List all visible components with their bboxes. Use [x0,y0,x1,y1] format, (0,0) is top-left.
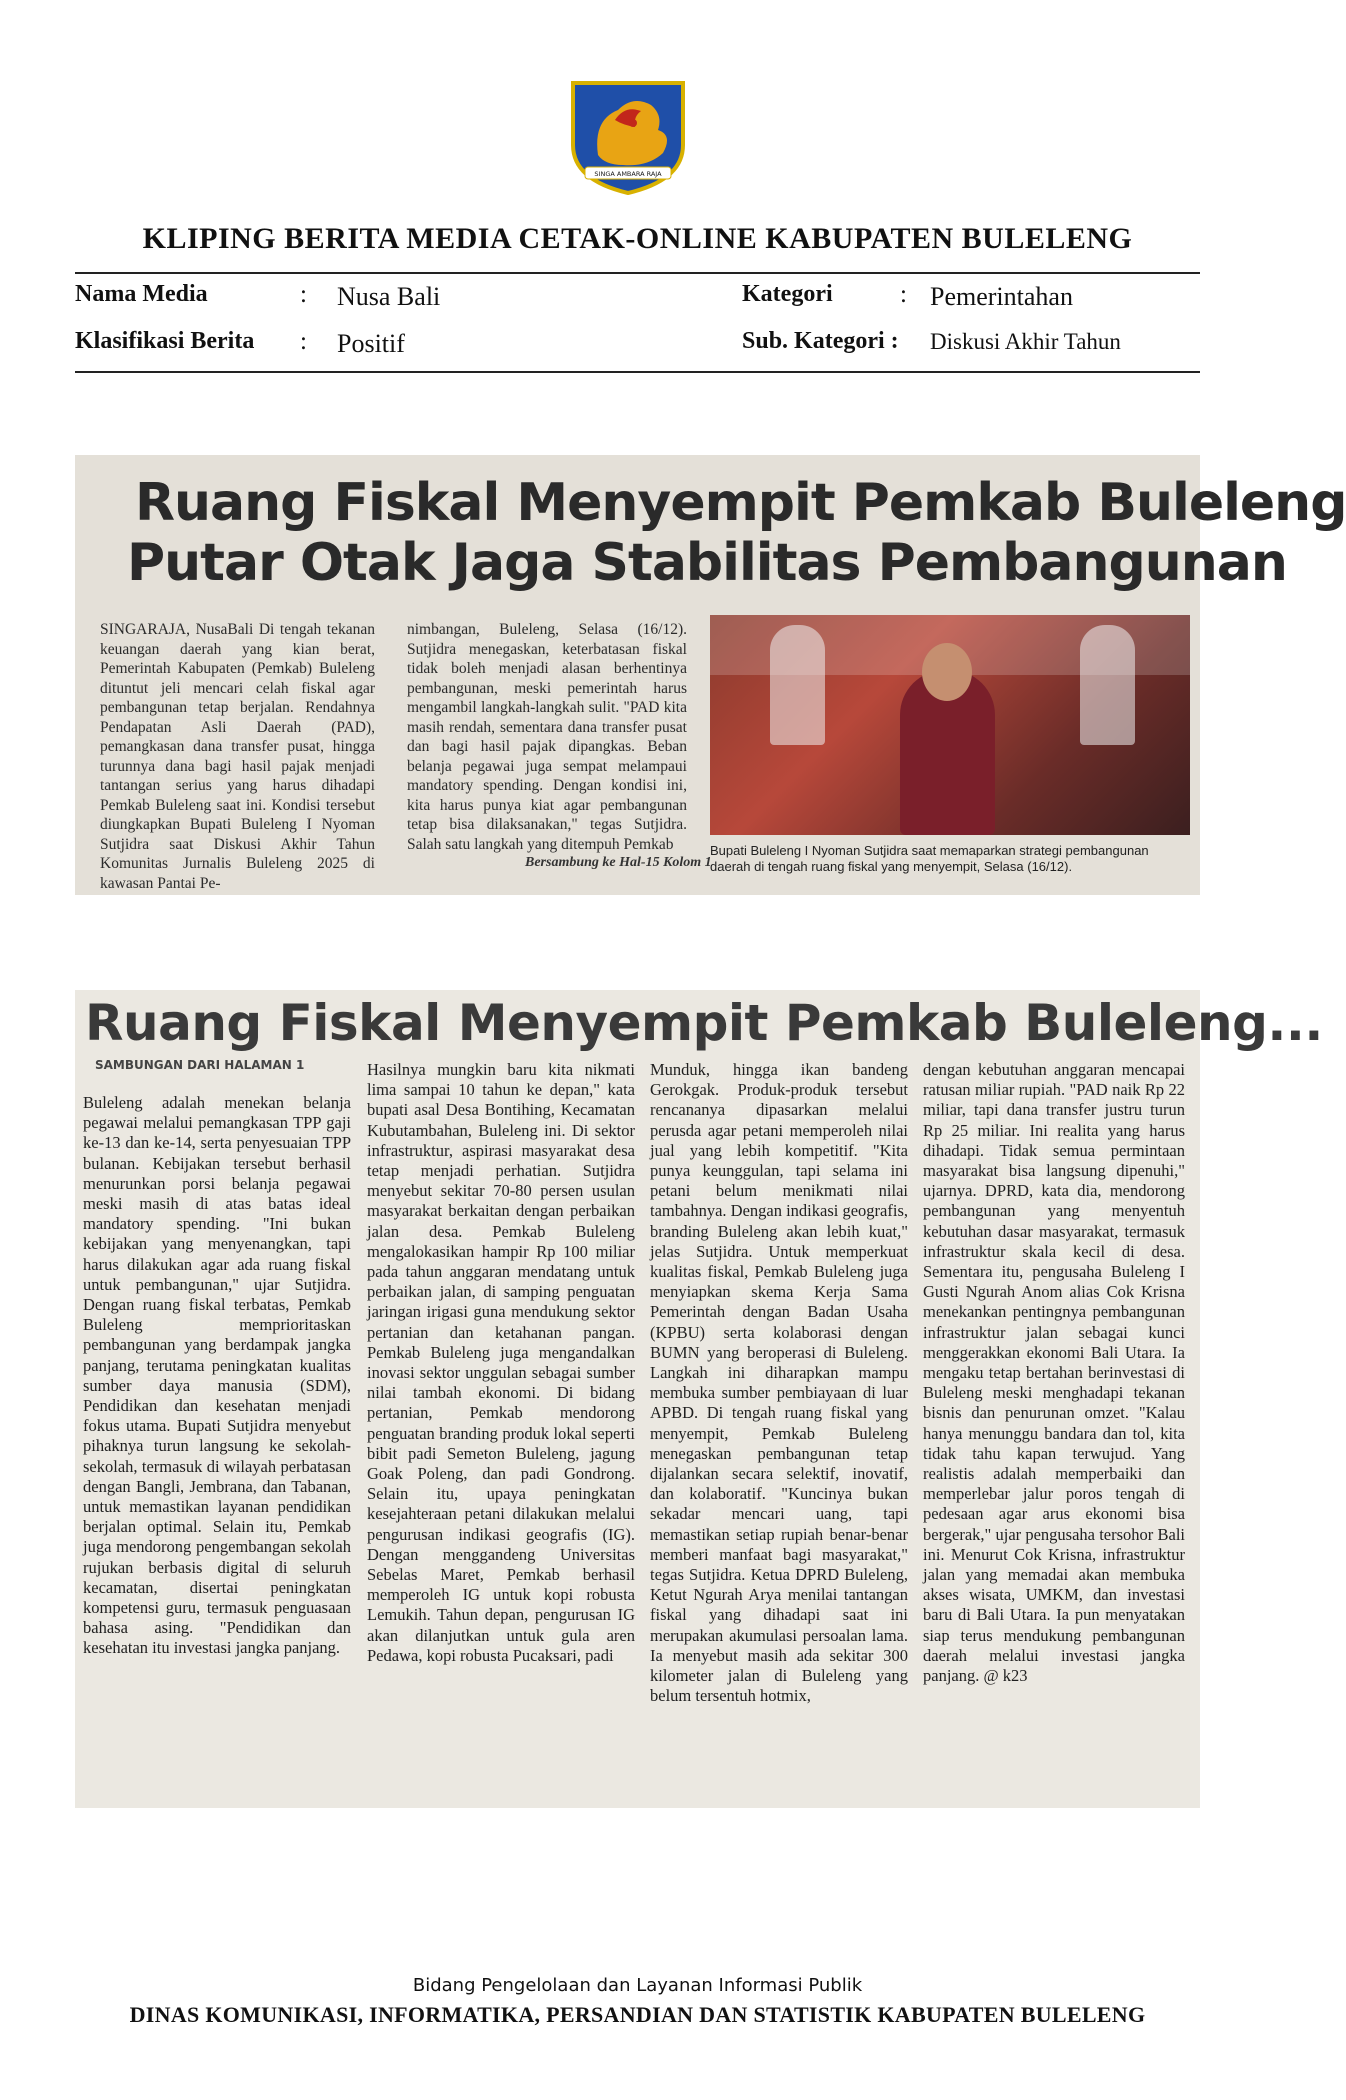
footer-department: Bidang Pengelolaan dan Layanan Informasi Publik [412,1975,863,1996]
clip1-column-2-text: nimbangan, Buleleng, Selasa (16/12). Sutjidra menegaskan, keterbatasan fiskal tidak boleh menjadi alasan berhentinya pembangunan, meski pemerintah harus mengambil langkah-langkah sulit. "PAD kita masih rendah, sementara dana transfer pusat dan bagi hasil pajak dipangkas. Beban belanja pegawai juga sempat melampaui mandatory spending. Dengan kondisi ini, kita harus punya kiat agar pembangunan tetap bisa dilaksanakan," tegas Sutjidra. Salah satu langkah yang ditempuh Pemkab [407,621,687,853]
clip2-continuation-label: SAMBUNGAN DARI HALAMAN 1 [95,1058,305,1072]
regency-crest-logo [563,75,693,195]
category-label: Kategori [742,281,833,307]
clip2-column-1 [83,1093,351,1659]
clip1-column-2 [407,620,687,854]
divider-bottom [75,371,1200,373]
divider-top [75,272,1200,274]
clip2-headline: Ruang Fiskal Menyempit Pemkab Buleleng... [85,994,1323,1052]
clip1-continued-note: Bersambung ke Hal-15 Kolom 1 [525,855,712,870]
clip1-headline-line2: Putar Otak Jaga Stabilitas Pembangunan [127,533,1287,593]
clip1-column-1-text: SINGARAJA, NusaBali Di tengah tekanan keuangan daerah yang kian berat, Pemerintah Kabupaten (Pemkab) Buleleng dituntut jeli mencari celah fiskal agar pembangunan tetap berjalan. Rendahnya Pendapatan Asli Daerah (PAD), pemangkasan dana transfer pusat, hingga turunnya dana bagi hasil pajak menjadi tantangan serius yang harus dihadapi Pemkab Buleleng saat ini. Kondisi tersebut diungkapkan Bupati Buleleng I Nyoman Sutjidra saat Diskusi Akhir Tahun Komunitas Jurnalis Buleleng 2025 di kawasan Pantai Pe- [100,621,375,892]
clip1-headline-line1: Ruang Fiskal Menyempit Pemkab Buleleng [135,473,1346,533]
classification-value: Positif [337,329,405,358]
clip2-column-4 [923,1060,1185,1686]
clip2-column-1-text: Buleleng adalah menekan belanja pegawai melalui pemangkasan TPP gaji ke-13 dan ke-14, serta penyesuaian TPP bulanan. Kebijakan tersebut berhasil menurunkan porsi belanja pegawai meski masih di atas batas ideal mandatory spending. "Ini bukan kebijakan yang menyenangkan, tapi harus dilakukan agar ada ruang fiskal untuk pembangunan," ujar Sutjidra. Dengan ruang fiskal terbatas, Pemkab Buleleng memprioritaskan pembangunan yang berdampak jangka panjang, terutama peningkatan kualitas sumber daya manusia (SDM), Pendidikan dan kesehatan menjadi fokus utama. Bupati Sutjidra menyebut pihaknya turun langsung ke sekolah-sekolah, termasuk di wilayah perbatasan dengan Bangli, Jembrana, dan Tabanan, untuk memastikan layanan pendidikan berjalan optimal. Selain itu, Pemkab juga mendorong pengembangan sekolah rujukan berbasis digital di seluruh kecamatan, disertai peningkatan kompetensi guru, termasuk penguasaan bahasa asing. "Pendidikan dan kesehatan itu investasi jangka panjang. [83,1093,351,1658]
media-label: Nama Media [75,281,208,307]
news-clipping-front-page [75,455,1346,895]
media-colon: : [300,281,307,308]
page-title: KLIPING BERITA MEDIA CETAK-ONLINE KABUPATEN BULELENG [142,222,1133,255]
category-colon: : [900,281,907,308]
clip2-column-2-text: Hasilnya mungkin baru kita nikmati lima sampai 10 tahun ke depan," kata bupati asal Desa Bontihing, Kecamatan Kubutambahan, Buleleng ini. Di sektor infrastruktur, aspirasi masyarakat desa tetap menjadi perhatian. Sutjidra menyebut sekitar 70-80 persen usulan masyarakat berkaitan dengan perbaikan jalan desa. Pemkab Buleleng mengalokasikan hampir Rp 100 miliar pada tahun anggaran mendatang untuk perbaikan jalan, di samping penguatan jaringan irigasi guna mendukung sektor pertanian dan ketahanan pangan. Pemkab Buleleng juga mengandalkan inovasi sektor unggulan sebagai sumber nilai tambah ekonomi. Di bidang pertanian, Pemkab mendorong penguatan branding produk lokal seperti bibit padi Semeton Buleleng, jagung Goak Poleng, dan padi Gondrong. Selain itu, upaya peningkatan kesejahteraan petani dilakukan melalui pengurusan indikasi geografis (IG). Dengan menggandeng Universitas Sebelas Maret, Pemkab berhasil memperoleh IG untuk kopi robusta Lemukih. Tahun depan, pengurusan IG akan dilanjutkan untuk gula aren Pedawa, kopi robusta Pucaksari, padi [367,1060,635,1665]
footer-agency: DINAS KOMUNIKASI, INFORMATIKA, PERSANDIAN DAN STATISTIK KABUPATEN BULELENG [129,2002,1146,2027]
subcategory-value: Diskusi Akhir Tahun [930,329,1121,354]
clip2-column-4-text: dengan kebutuhan anggaran mencapai ratusan miliar rupiah. "PAD naik Rp 22 miliar, tapi dana transfer justru turun Rp 25 miliar. Ini realita yang harus dihadapi. Tidak semua permintaan masyarakat bisa langsung dipenuhi," ujarnya. DPRD, kata dia, mendorong pembangunan yang menyentuh kebutuhan dasar masyarakat, termasuk infrastruktur skala kecil di desa. Sementara itu, pengusaha Buleleng I Gusti Ngurah Anom alias Cok Krisna menekankan pentingnya pembangunan infrastruktur jalan sebagai kunci menggerakkan ekonomi Bali Utara. Ia mengaku tetap bertahan berinvestasi di Buleleng meski menghadapi tekanan bisnis dan penurunan omzet. "Kalau hanya menunggu bandara dan tol, kita tidak tahu kapan terwujud. Yang realistis adalah memperbaiki dan memperlebar jalur poros tengah di pedesaan agar arus ekonomi bisa bergerak," ujar pengusaha tersohor Bali ini. Menurut Cok Krisna, infrastruktur jalan yang memadai akan membuka akses wisata, UMKM, dan investasi baru di Bali Utara. Ia pun menyatakan siap terus mendukung pembangunan daerah melalui investasi jangka panjang. @ k23 [923,1060,1185,1686]
clip1-column-1 [100,620,375,893]
news-clipping-continuation [75,990,1323,1808]
category-value: Pemerintahan [930,282,1073,311]
classification-colon: : [300,328,307,355]
subcategory-label: Sub. Kategori : [742,328,899,354]
clip2-column-3 [650,1060,908,1707]
crest-motto: SINGA AMBARA RAJA [594,170,662,178]
clip2-column-2 [367,1060,635,1666]
clip1-photo-caption: Bupati Buleleng I Nyoman Sutjidra saat memaparkan strategi pembangunan daerah di tengah ruang fiskal yang menyempit, Selasa (16/12). [710,843,1149,874]
classification-label: Klasifikasi Berita [75,328,255,354]
clip1-photo [710,615,1190,835]
clip2-column-3-text: Munduk, hingga ikan bandeng Gerokgak. Produk-produk tersebut rencananya dipasarkan melalui perusda agar petani memperoleh nilai jual yang lebih kompetitif. "Kita punya keunggulan, tapi selama ini petani belum menikmati nilai tambahnya. Dengan indikasi geografis, branding Buleleng akan lebih kuat," jelas Sutjidra. Untuk memperkuat kualitas fiskal, Pemkab Buleleng juga menyiapkan skema Kerja Sama Pemerintah dengan Badan Usaha (KPBU) serta kolaborasi dengan BUMN yang beroperasi di Buleleng. Langkah ini diharapkan mampu membuka sumber pembiayaan di luar APBD. Di tengah ruang fiskal yang menyempit, Pemkab Buleleng menegaskan pembangunan tetap dijalankan secara selektif, inovatif, dan kolaboratif. "Kuncinya bukan sekadar mencari uang, tapi memastikan setiap rupiah benar-benar memberi manfaat bagi masyarakat," tegas Sutjidra. Ketua DPRD Buleleng, Ketut Ngurah Arya menilai tantangan fiskal yang dihadapi saat ini merupakan akumulasi persoalan lama. Ia menyebut masih ada sekitar 300 kilometer jalan di Buleleng yang belum tersentuh hotmix, [650,1060,908,1706]
media-value: Nusa Bali [337,282,441,311]
